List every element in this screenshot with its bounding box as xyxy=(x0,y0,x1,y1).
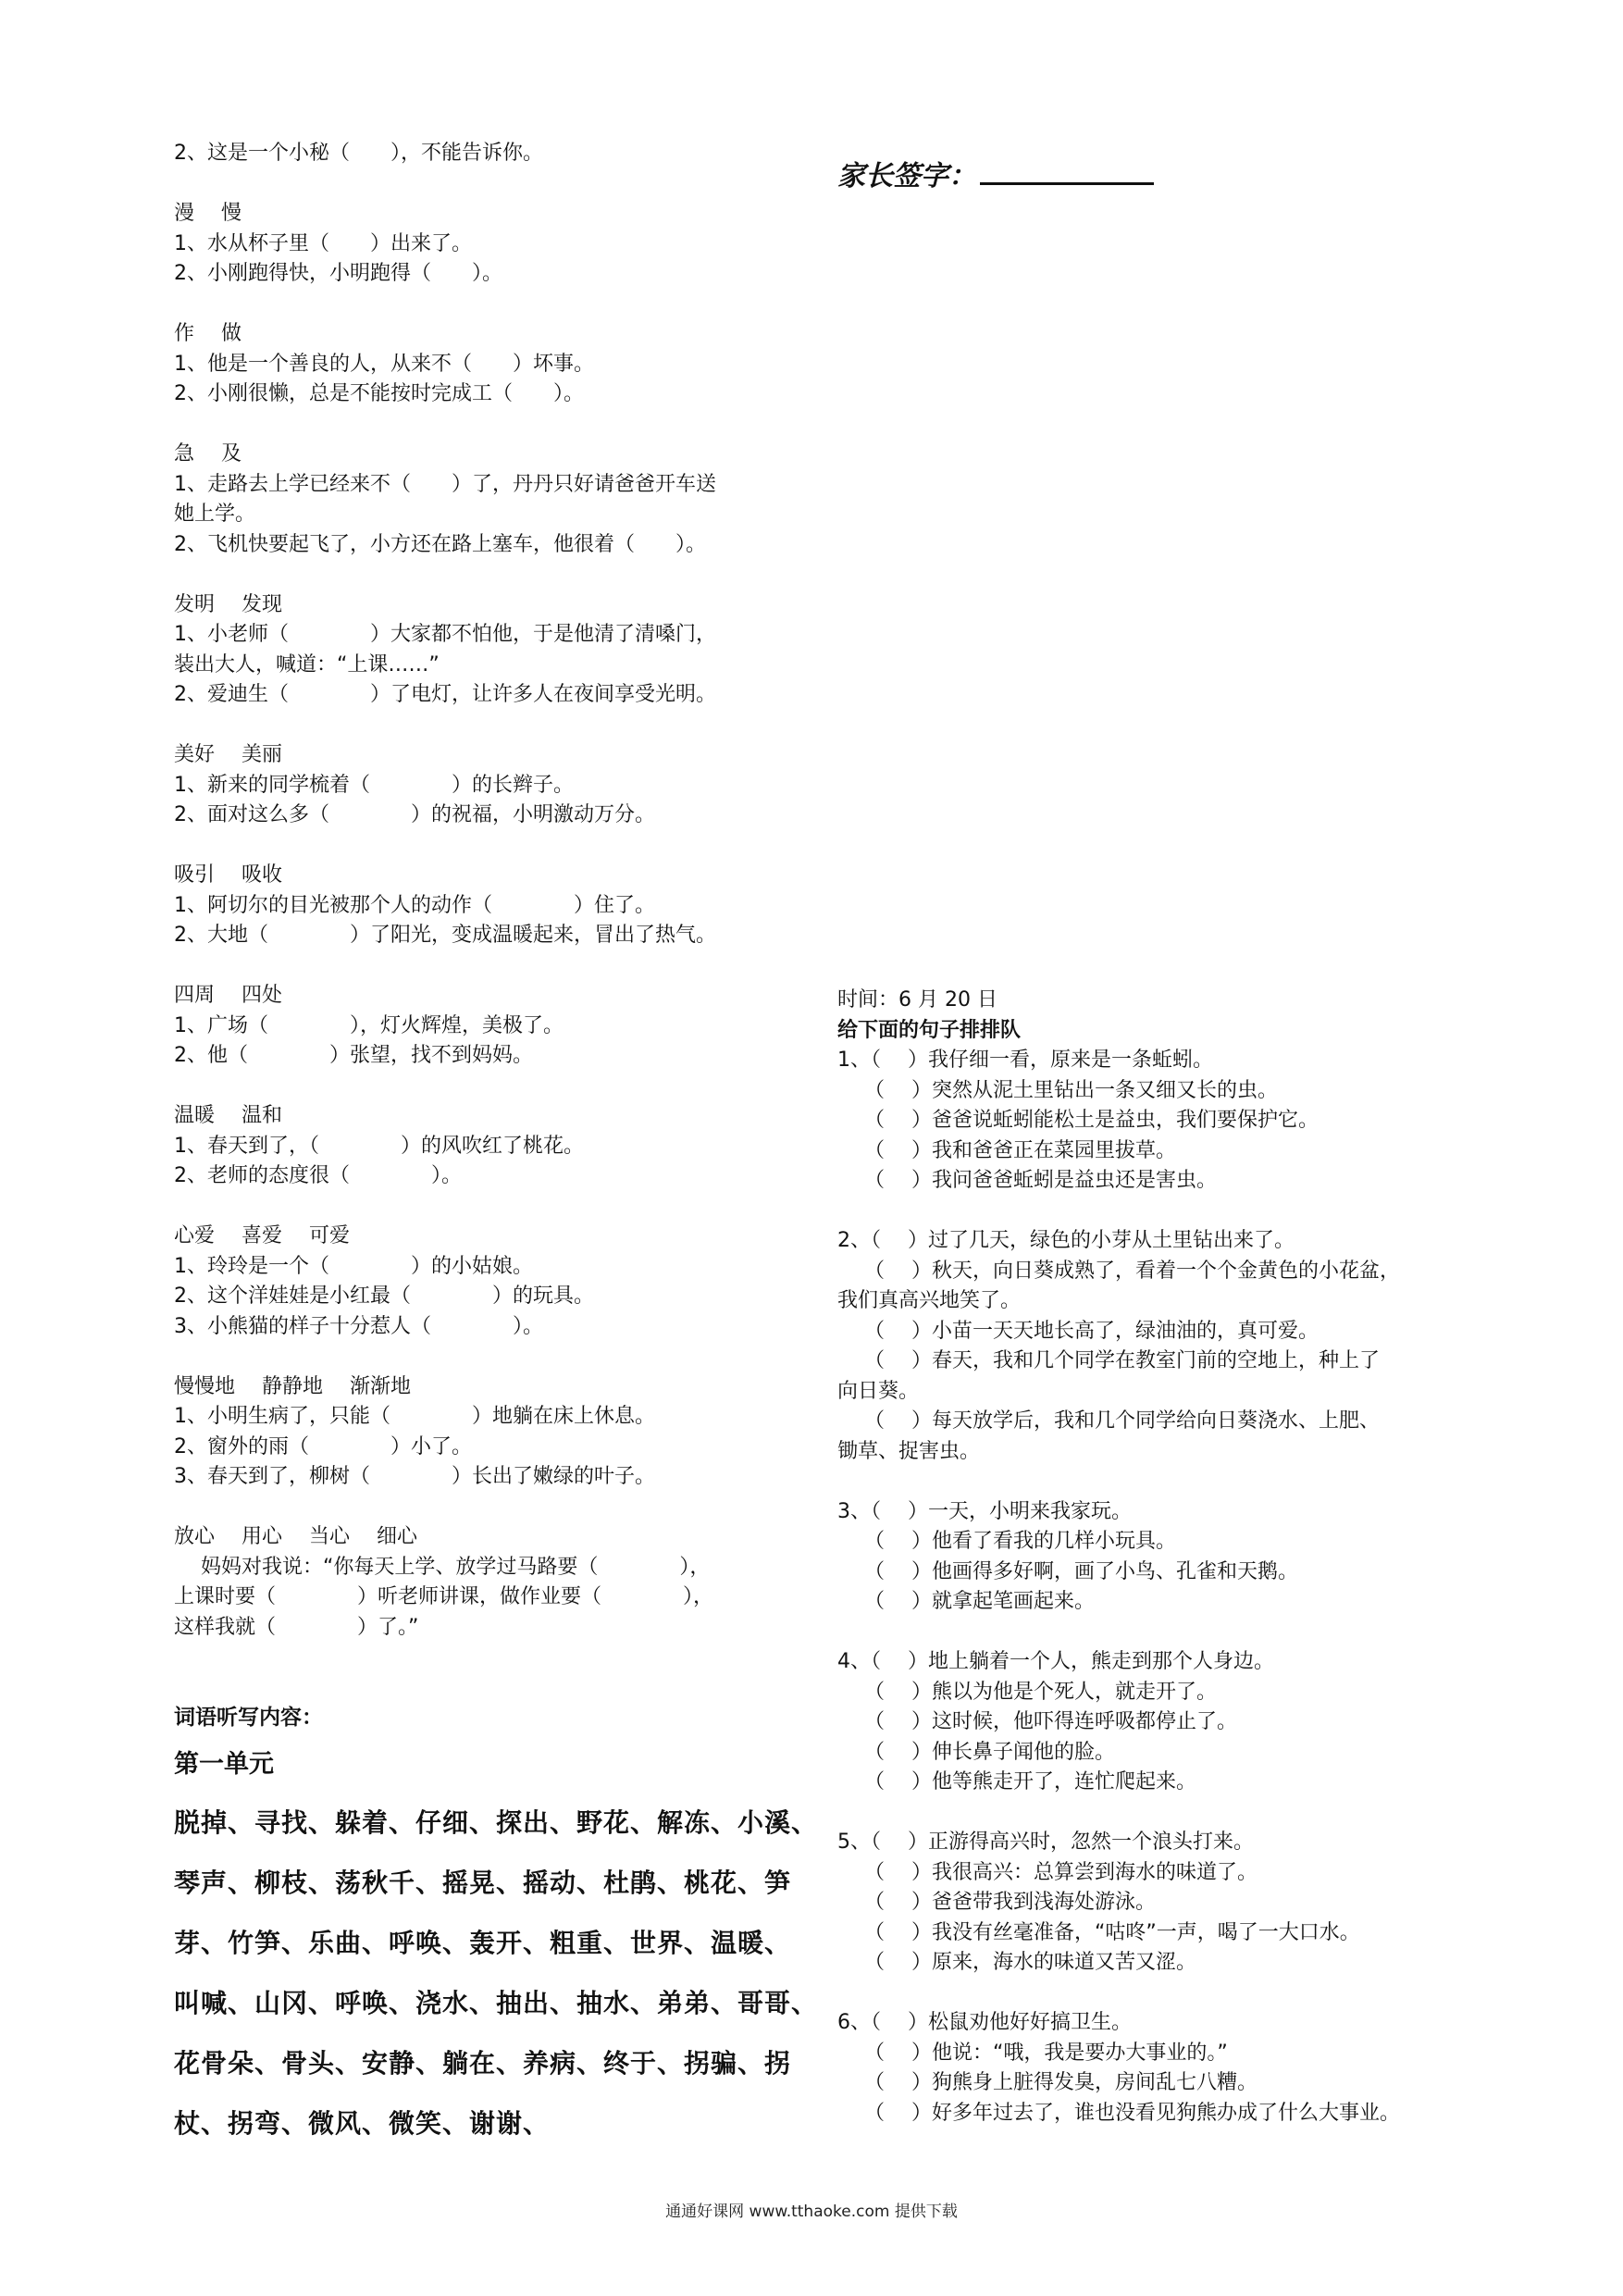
text-line: 温暖 温和 xyxy=(174,1104,282,1127)
text-line: （ ）我很高兴：总算尝到海水的味道了。 xyxy=(837,1860,1258,1884)
text-line: 美好 美丽 xyxy=(174,743,282,766)
text-line: 1、走路去上学已经来不（ ）了，丹丹只好请爸爸开车送 xyxy=(174,472,716,496)
text-line xyxy=(174,1342,822,1372)
text-line xyxy=(174,1192,822,1222)
text-line: （ ）爸爸说蚯蚓能松土是益虫，我们要保护它。 xyxy=(837,1109,1319,1132)
text-line: （ ）爸爸带我到浅海处游泳。 xyxy=(837,1891,1156,1914)
text-line: 6、（ ）松鼠劝他好好搞卫生。 xyxy=(837,2011,1132,2034)
text-line: 1、小明生病了，只能（ ）地躺在床上休息。 xyxy=(174,1405,655,1428)
sentence-order-list xyxy=(837,1046,1485,2128)
parent-signature xyxy=(837,153,1154,193)
text-line xyxy=(174,169,822,200)
text-line: 1、小老师（ ）大家都不怕他，于是他清了清嗓门， xyxy=(174,623,716,646)
text-line: 急 及 xyxy=(174,442,242,465)
text-line: 吸引 吸收 xyxy=(174,863,282,887)
text-line xyxy=(837,1618,1485,1648)
text-line: 心爱 喜爱 可爱 xyxy=(174,1224,350,1247)
text-line xyxy=(174,1493,822,1523)
text-line: 1、（ ）我仔细一看，原来是一条蚯蚓。 xyxy=(837,1049,1213,1072)
text-line: 2、飞机快要起飞了，小方还在路上塞车，他很着（ ）。 xyxy=(174,532,706,556)
text-line: 1、广场（ ），灯火辉煌，美极了。 xyxy=(174,1013,564,1037)
text-line: 放心 用心 当心 细心 xyxy=(174,1525,417,1548)
text-line: 2、窗外的雨（ ）小了。 xyxy=(174,1434,472,1458)
text-line: 2、他（ ）张望，找不到妈妈。 xyxy=(174,1044,533,1067)
text-line: 3、小熊猫的样子十分惹人（ ）。 xyxy=(174,1314,543,1338)
text-line: （ ）这时候，他吓得连呼吸都停止了。 xyxy=(837,1710,1237,1733)
task-title: 给下面的句子排排队 xyxy=(837,1018,1022,1042)
text-line: 5、（ ）正游得高兴时，忽然一个浪头打来。 xyxy=(837,1831,1254,1854)
text-line: 四周 四处 xyxy=(174,984,282,1007)
page-footer: 通通好课网 www.tthaoke.com 提供下载 xyxy=(665,2203,958,2221)
text-line: （ ）就拿起笔画起来。 xyxy=(837,1590,1095,1613)
text-line xyxy=(174,290,822,320)
text-line: 装出大人，喊道：“上课……” xyxy=(174,652,440,676)
text-line xyxy=(174,560,822,590)
text-line xyxy=(837,1467,1485,1497)
text-line: 妈妈对我说：“你每天上学、放学过马路要（ ）， xyxy=(174,1555,711,1579)
text-line xyxy=(174,1072,822,1102)
text-line: （ ）我和爸爸正在菜园里拔草。 xyxy=(837,1138,1176,1162)
text-line: （ ）每天放学后，我和几个同学给向日葵浇水、上肥、 xyxy=(837,1409,1380,1433)
text-line: 1、他是一个善良的人，从来不（ ）坏事。 xyxy=(174,352,594,376)
text-line: 作 做 xyxy=(174,322,242,345)
text-line: 1、玲玲是一个（ ）的小姑娘。 xyxy=(174,1254,533,1278)
text-line: （ ）狗熊身上脏得发臭，房间乱七八糟。 xyxy=(837,2071,1258,2094)
text-line: 3、春天到了，柳树（ ）长出了嫩绿的叶子。 xyxy=(174,1465,655,1488)
text-line: 2、这是一个小秘（ ），不能告诉你。 xyxy=(174,142,543,165)
text-line: 我们真高兴地笑了。 xyxy=(837,1289,1022,1312)
text-line xyxy=(174,711,822,741)
vocab-line: 花骨朵、骨头、安静、躺在、养病、终于、拐骗、拐 xyxy=(174,2047,792,2079)
text-line: 2、小刚跑得快，小明跑得（ ）。 xyxy=(174,262,502,285)
text-line: 上课时要（ ）听老师讲课，做作业要（ ）， xyxy=(174,1585,714,1608)
signature-line[interactable] xyxy=(980,162,1154,185)
text-line: 这样我就（ ）了。” xyxy=(174,1615,419,1639)
text-line: （ ）我没有丝毫准备，“咕咚”一声，喝了一大口水。 xyxy=(837,1920,1360,1944)
text-line: 1、新来的同学梳着（ ）的长辫子。 xyxy=(174,773,574,797)
text-line: （ ）伸长鼻子闻他的脸。 xyxy=(837,1740,1115,1764)
vocab-line: 芽、竹笋、乐曲、呼唤、轰开、粗重、世界、温暖、 xyxy=(174,1927,792,1958)
text-line: 1、阿切尔的目光被那个人的动作（ ）住了。 xyxy=(174,893,655,917)
text-line: 锄草、捉害虫。 xyxy=(837,1439,981,1463)
text-line: 2、面对这么多（ ）的祝福，小明激动万分。 xyxy=(174,803,655,826)
text-line: 4、（ ）地上躺着一个人，熊走到那个人身边。 xyxy=(837,1650,1274,1673)
text-line: 她上学。 xyxy=(174,503,256,526)
signature-label: 家长签字： xyxy=(837,160,976,192)
text-line: 1、水从杯子里（ ）出来了。 xyxy=(174,231,472,255)
text-line: 2、（ ）过了几天，绿色的小芽从土里钻出来了。 xyxy=(837,1229,1295,1252)
left-column xyxy=(174,139,822,2153)
text-line: （ ）秋天，向日葵成熟了，看着一个个金黄色的小花盆， xyxy=(837,1259,1400,1283)
text-line: （ ）春天，我和几个同学在教室门前的空地上，种上了 xyxy=(837,1349,1380,1372)
text-line: 1、春天到了，（ ）的风吹红了桃花。 xyxy=(174,1134,584,1158)
text-line: （ ）小苗一天天地长高了，绿油油的，真可爱。 xyxy=(837,1319,1319,1343)
text-line: 慢慢地 静静地 渐渐地 xyxy=(174,1374,411,1398)
text-line: （ ）他看了看我的几样小玩具。 xyxy=(837,1530,1176,1553)
text-line: 3、（ ）一天，小明来我家玩。 xyxy=(837,1499,1132,1523)
text-line xyxy=(837,1979,1485,2009)
text-line: 2、爱迪生（ ）了电灯，让许多人在夜间享受光明。 xyxy=(174,683,716,706)
text-line xyxy=(174,831,822,862)
text-line: 漫 慢 xyxy=(174,202,242,225)
text-line: （ ）原来，海水的味道又苦又涩。 xyxy=(837,1951,1196,1974)
unit-title: 第一单元 xyxy=(174,1749,274,1779)
text-line xyxy=(174,951,822,982)
text-line xyxy=(174,410,822,441)
text-line: 2、这个洋娃娃是小红最（ ）的玩具。 xyxy=(174,1285,594,1308)
vocab-line: 脱掉、寻找、躲着、仔细、探出、野花、解冻、小溪、 xyxy=(174,1806,819,1838)
right-column xyxy=(837,986,1485,2128)
text-line: （ ）他等熊走开了，连忙爬起来。 xyxy=(837,1770,1196,1793)
date-line: 时间：6 月 20 日 xyxy=(837,988,997,1011)
text-line: （ ）突然从泥土里钻出一条又细又长的虫。 xyxy=(837,1078,1278,1102)
exercise-list xyxy=(174,139,822,1643)
vocab-line: 叫喊、山冈、呼唤、浇水、抽出、抽水、弟弟、哥哥、 xyxy=(174,1987,819,2018)
text-line: （ ）他说：“哦，我是要办大事业的。” xyxy=(837,2041,1228,2065)
text-line: 2、老师的态度很（ ）。 xyxy=(174,1164,462,1187)
text-line xyxy=(837,1798,1485,1829)
text-line: 向日葵。 xyxy=(837,1379,920,1403)
text-line: 2、大地（ ）了阳光，变成温暖起来，冒出了热气。 xyxy=(174,924,716,947)
text-line: 2、小刚很懒，总是不能按时完成工（ ）。 xyxy=(174,382,584,405)
text-line: （ ）他画得多好啊，画了小鸟、孔雀和天鹅。 xyxy=(837,1559,1298,1583)
vocab-list xyxy=(174,1793,822,2153)
text-line: （ ）熊以为他是个死人，就走开了。 xyxy=(837,1680,1217,1704)
text-line: （ ）我问爸爸蚯蚓是益虫还是害虫。 xyxy=(837,1169,1217,1192)
text-line xyxy=(837,1197,1485,1227)
vocab-line: 杖、拐弯、微风、微笑、谢谢、 xyxy=(174,2107,551,2139)
text-line: （ ）好多年过去了，谁也没看见狗熊办成了什么大事业。 xyxy=(837,2101,1400,2125)
vocab-line: 琴声、柳枝、荡秋千、摇晃、摇动、杜鹃、桃花、笋 xyxy=(174,1867,792,1898)
vocab-section-title: 词语听写内容： xyxy=(174,1706,323,1730)
text-line: 发明 发现 xyxy=(174,592,282,616)
